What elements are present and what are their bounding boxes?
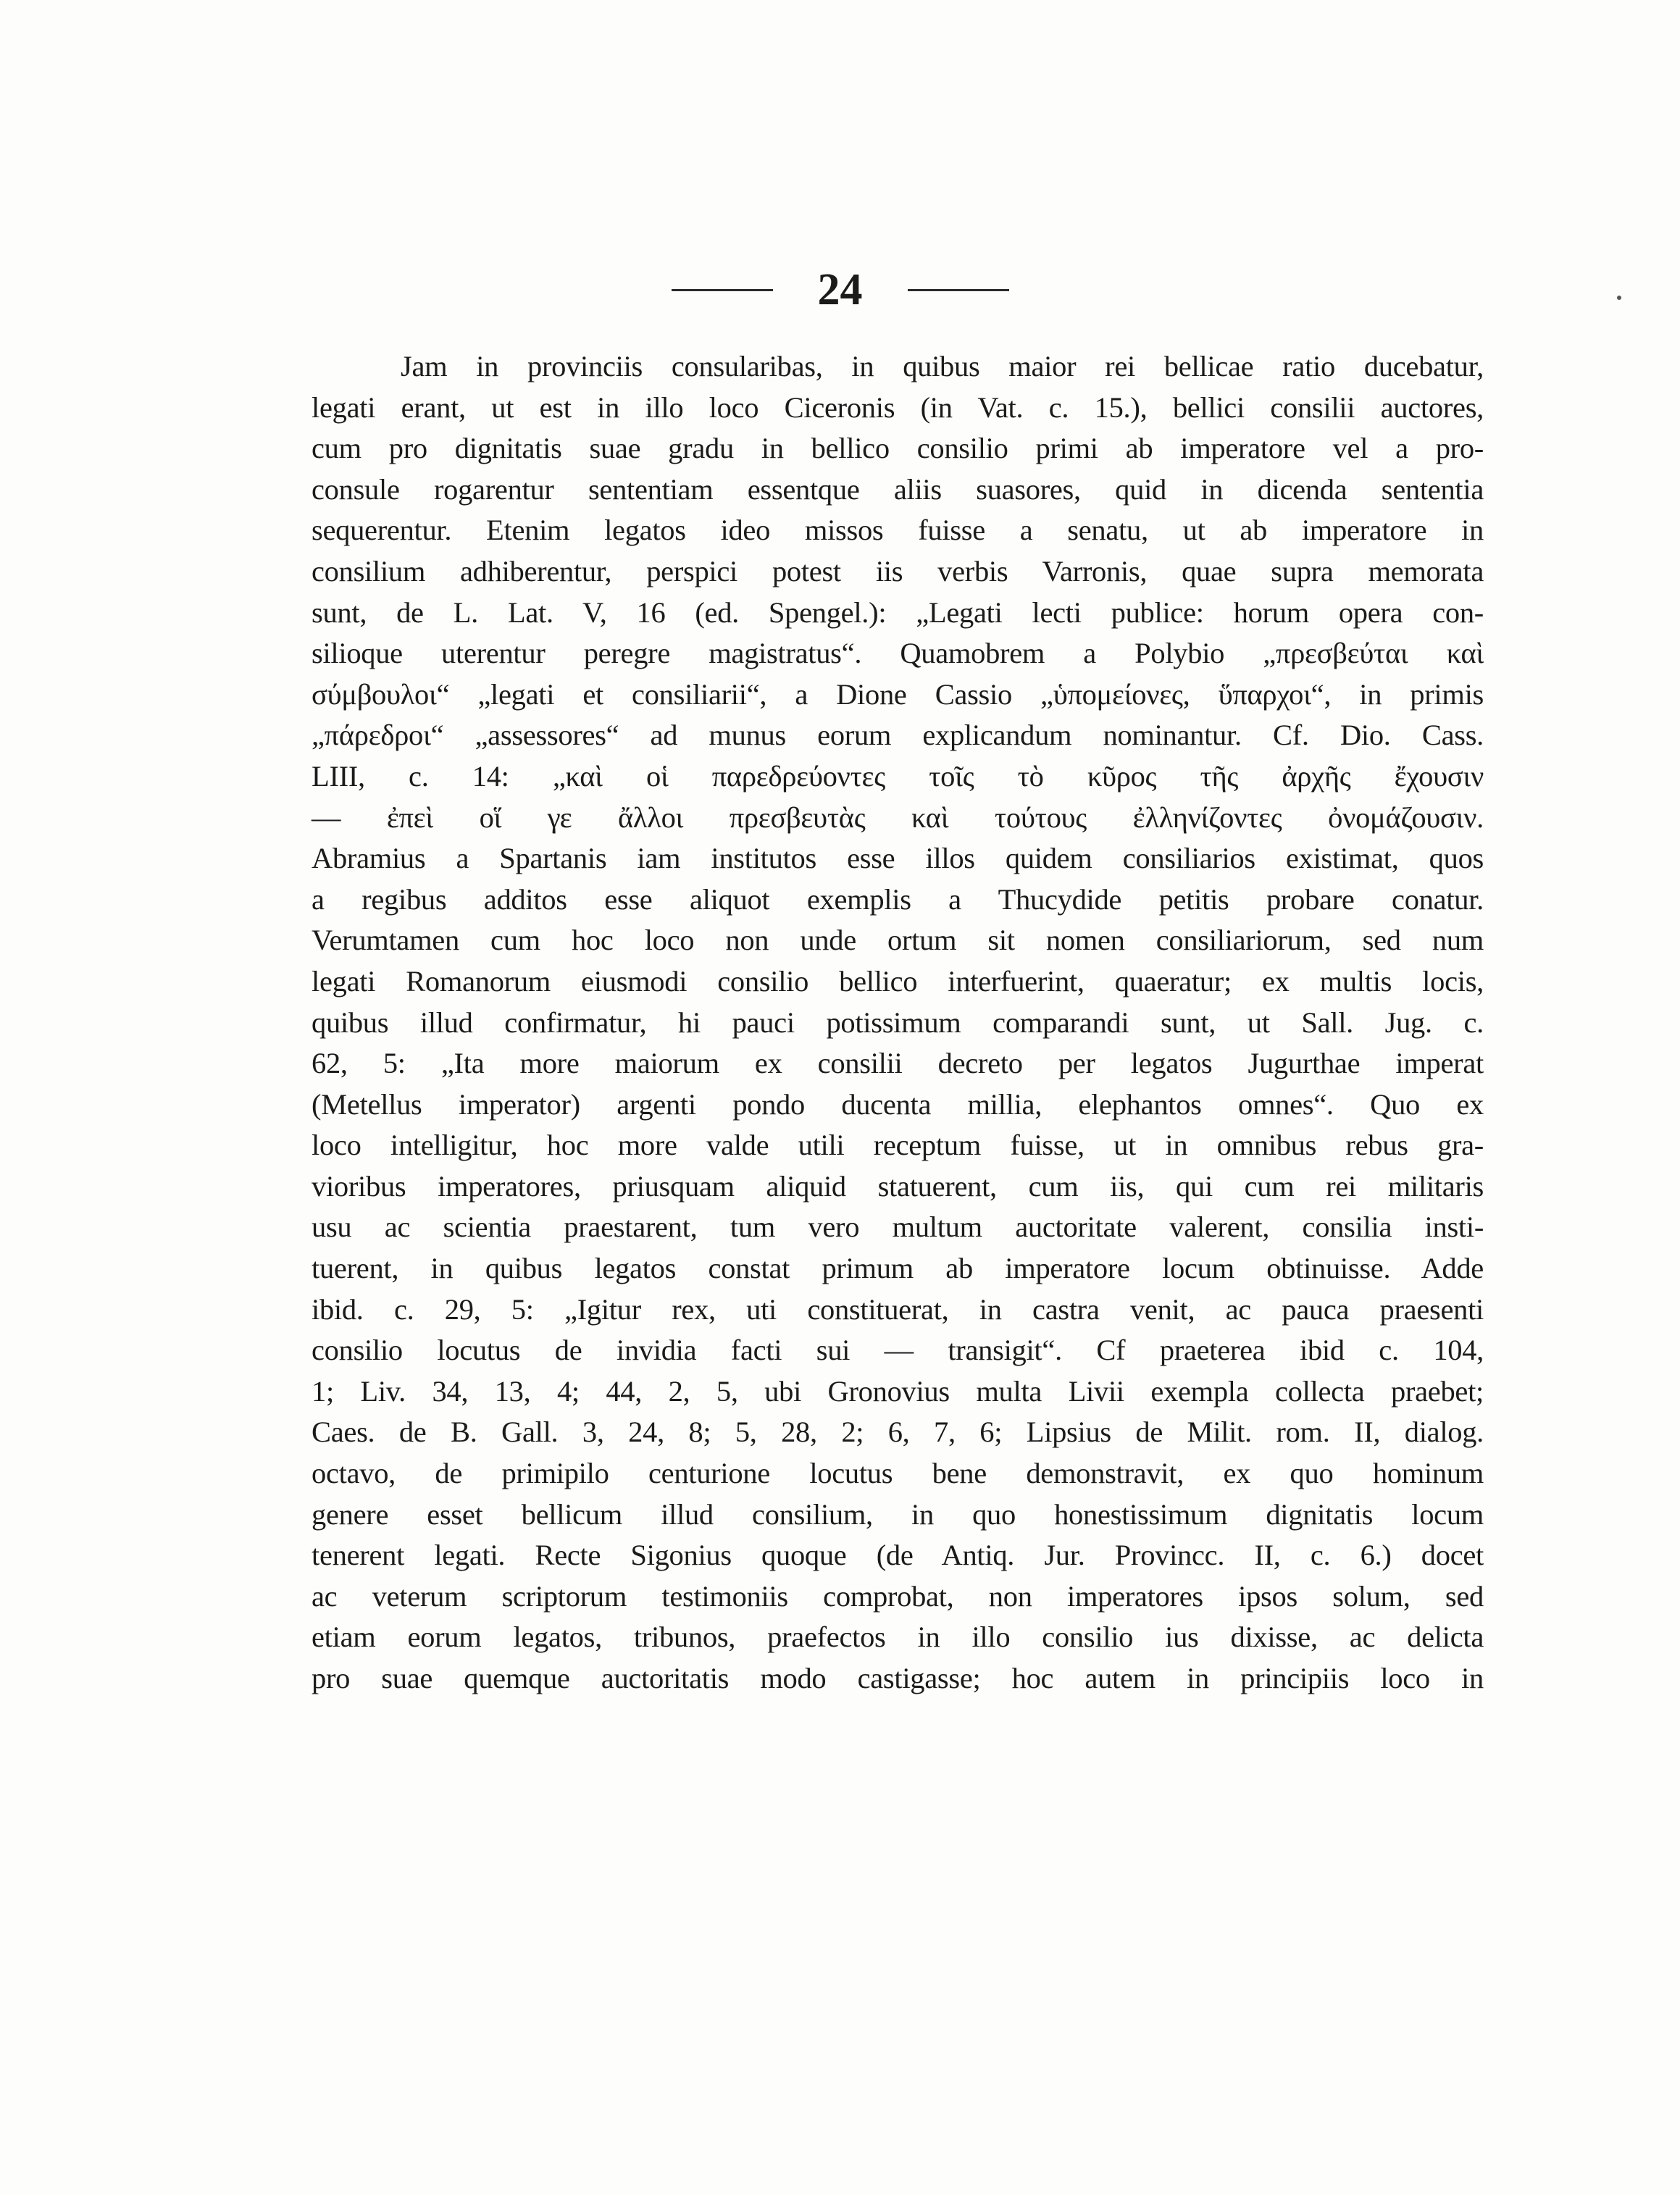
text-line: sequerentur. Etenim legatos ideo missos fuisse a senatu, ut ab imperatore in — [312, 514, 1484, 547]
body-paragraph — [312, 346, 1484, 1699]
text-line: consilio locutus de invidia facti sui — transigit“. Cf praeterea ibid c. 104, — [312, 1334, 1484, 1367]
text-line: a regibus additos esse aliquot exemplis a Thucydide petitis probare conatur. — [312, 882, 1484, 916]
text-line: legati erant, ut est in illo loco Ciceronis (in Vat. c. 15.), bellici consilii auctores, — [312, 390, 1484, 424]
text-line: tenerent legati. Recte Sigonius quoque (de Antiq. Jur. Provincc. II, c. 6.) docet — [312, 1539, 1484, 1572]
ink-speck — [1617, 296, 1621, 300]
text-line: ibid. c. 29, 5: „Igitur rex, uti constituerat, in castra venit, ac pauca praesenti — [312, 1292, 1484, 1326]
text-line: usu ac scientia praestarent, tum vero multum auctoritate valerent, consilia insti- — [312, 1211, 1484, 1244]
text-line: consule rogarentur sententiam essentque aliis suasores, quid in dicenda sententia — [312, 472, 1484, 506]
text-line: Abramius a Spartanis iam institutos esse illos quidem consiliarios existimat, quos — [312, 842, 1484, 875]
header-rule-left — [672, 289, 773, 291]
text-line: tuerent, in quibus legatos constat primum ab imperatore locum obtinuisse. Adde — [312, 1252, 1484, 1285]
page-header — [0, 261, 1680, 319]
text-line: Verumtamen cum hoc loco non unde ortum sit nomen consiliariorum, sed num — [312, 924, 1484, 957]
text-line: (Metellus imperator) argenti pondo ducenta millia, elephantos omnes“. Quo ex — [312, 1087, 1484, 1121]
page-number: 24 — [817, 265, 863, 314]
text-line: genere esset bellicum illud consilium, in quo honestissimum dignitatis locum — [312, 1497, 1484, 1531]
text-line: Caes. de B. Gall. 3, 24, 8; 5, 28, 2; 6, 7, 6; Lipsius de Milit. rom. II, dialog. — [312, 1416, 1484, 1449]
text-line: pro suae quemque auctoritatis modo castigasse; hoc autem in principiis loco in — [312, 1662, 1484, 1694]
text-line: loco intelligitur, hoc more valde utili receptum fuisse, ut in omnibus rebus gra- — [312, 1129, 1484, 1162]
text-line: silioque uterentur peregre magistratus“. Quamobrem a Polybio „πρεσβεύται καὶ — [312, 637, 1484, 670]
text-line: octavo, de primipilo centurione locutus bene demonstravit, ex quo hominum — [312, 1457, 1484, 1490]
text-line: consilium adhiberentur, perspici potest iis verbis Varronis, quae supra memorata — [312, 554, 1484, 588]
text-line: „πάρεδροι“ „assessores“ ad munus eorum explicandum nominantur. Cf. Dio. Cass. — [312, 719, 1484, 752]
text-line: σύμβουλοι“ „legati et consiliarii“, a Dione Cassio „ὑπομείονες, ὕπαρχοι“, in primis — [312, 677, 1484, 711]
text-line: quibus illud confirmatur, hi pauci potissimum comparandi sunt, ut Sall. Jug. c. — [312, 1005, 1484, 1039]
text-line: cum pro dignitatis suae gradu in bellico consilio primi ab imperatore vel a pro- — [312, 432, 1484, 465]
text-line: ac veterum scriptorum testimoniis comprobat, non imperatores ipsos solum, sed — [312, 1579, 1484, 1613]
text-line: sunt, de L. Lat. V, 16 (ed. Spengel.): „Legati lecti publice: horum opera con- — [312, 595, 1484, 629]
text-line: etiam eorum legatos, tribunos, praefectos in illo consilio ius dixisse, ac delicta — [312, 1621, 1484, 1654]
text-line: legati Romanorum eiusmodi consilio bellico interfuerint, quaeratur; ex multis locis, — [312, 964, 1484, 998]
text-line: 62, 5: „Ita more maiorum ex consilii decreto per legatos Jugurthae imperat — [312, 1047, 1484, 1080]
text-line: LIII, c. 14: „καὶ οἱ παρεδρεύοντες τοῖς τὸ κῦρος τῆς ἀρχῆς ἔχουσιν — [312, 759, 1484, 793]
header-rule-right — [908, 289, 1009, 291]
text-line: vioribus imperatores, priusquam aliquid statuerent, cum iis, qui cum rei militaris — [312, 1169, 1484, 1203]
text-line: — ἐπεὶ οἵ γε ἄλλοι πρεσβευτὰς καὶ τούτους ἐλληνίζοντες ὀνομάζουσιν. — [312, 800, 1484, 834]
text-line: Jam in provinciis consularibas, in quibus maior rei bellicae ratio ducebatur, — [401, 350, 1484, 382]
text-line: 1; Liv. 34, 13, 4; 44, 2, 5, ubi Gronovius multa Livii exempla collecta praebet; — [312, 1374, 1484, 1408]
